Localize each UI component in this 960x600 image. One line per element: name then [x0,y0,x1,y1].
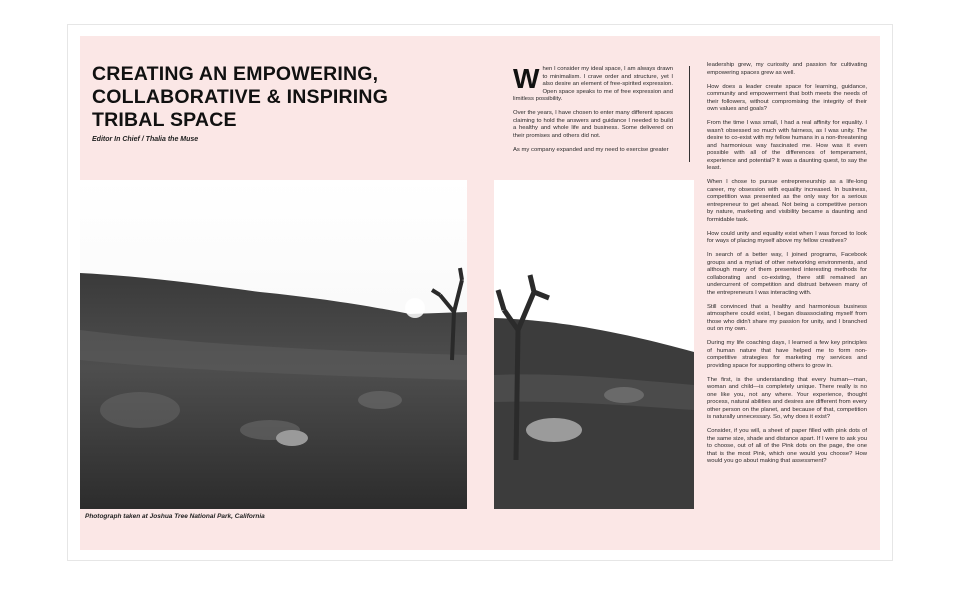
desert-photo-left [80,180,467,509]
article-column-1 [513,63,673,161]
column-divider [689,66,690,162]
paragraph: In search of a better way, I joined programs, Facebook groups and a myriad of other networking environments, and although many of them presented interesting methods for collaborating and co-existing, there still remained an undercurrent of competition and distrust between many of the entrepreneurs I was interacting with. [707,252,867,296]
drop-cap: W [513,63,540,94]
paragraph: Still convinced that a healthy and harmonious business atmosphere could exist, I began disassociating myself from those who didn't share my passion for unity, and I branched out on my own. [707,303,867,332]
paragraph: When I consider my ideal space, I am always drawn to minimalism. I crave order and structure, yet I also desire an element of free-spirited expression. Open space speaks to me of free expression and limitless possibility. [513,63,673,102]
article-title: CREATING AN EMPOWERING, COLLABORATIVE & INSPIRING TRIBAL SPACE [92,63,389,131]
paragraph: leadership grew, my curiosity and passion for cultivating empowering spaces grew as well. [707,62,867,76]
paragraph: The first, is the understanding that every human—man, woman and child—is completely unique. There really is no one like you, not any where. Your experience, thought process, natural abilities and desires are different from every other person on the planet, and because of that, competition is naturally unnecessary. So, why does it exist? [707,376,867,420]
paragraph: Over the years, I have chosen to enter many different spaces claiming to hold the answers and guidance I needed to build a healthy and whole life and business. Some delivered on their promises and others did not. [513,110,673,139]
paragraph: As my company expanded and my need to exercise greater [513,146,669,153]
desert-photo-right [494,180,694,509]
article-byline: Editor In Chief / Thalia the Muse [92,136,199,143]
paragraph: How does a leader create space for learning, guidance, community and empowerment that both meets the needs of their followers, without compromising the integrity of their own values and goals? [707,83,867,112]
paragraph: When I chose to pursue entrepreneurship as a life-long career, my obsession with equality increased. In business, competition was presented as the only way for a serious entrepreneur to get ahead. Not being a competitive person by nature, marketing and visibility became a daunting and formidable task. [707,179,867,223]
photo-caption: Photograph taken at Joshua Tree National Park, California [85,513,265,520]
paragraph: During my life coaching days, I learned a few key principles of human nature that have helped me to form non-competitive strategies for marketing my services and providing space for supporting others to grow in. [707,340,867,369]
article-column-2 [707,62,867,472]
paragraph: How could unity and equality exist when I was forced to look for ways of placing myself above my fellow creatives? [707,230,867,244]
paragraph: Consider, if you will, a sheet of paper filled with pink dots of the same size, shade and distance apart. If I were to ask you to choose, out of all of the Pink dots on the page, the one that is the most Pink, which one would you choose? How would you go about making that assessment? [707,428,867,464]
paragraph: From the time I was small, I had a real affinity for equality. I wasn't obsessed so much with fairness, as I was unity. The desire to co-exist with my fellow humans in a non-threatening and harmonious way fascinated me. How was it even possible with all of the differences of temperament, experience and potential? It was a daunting quest, to say the least. [707,120,867,171]
